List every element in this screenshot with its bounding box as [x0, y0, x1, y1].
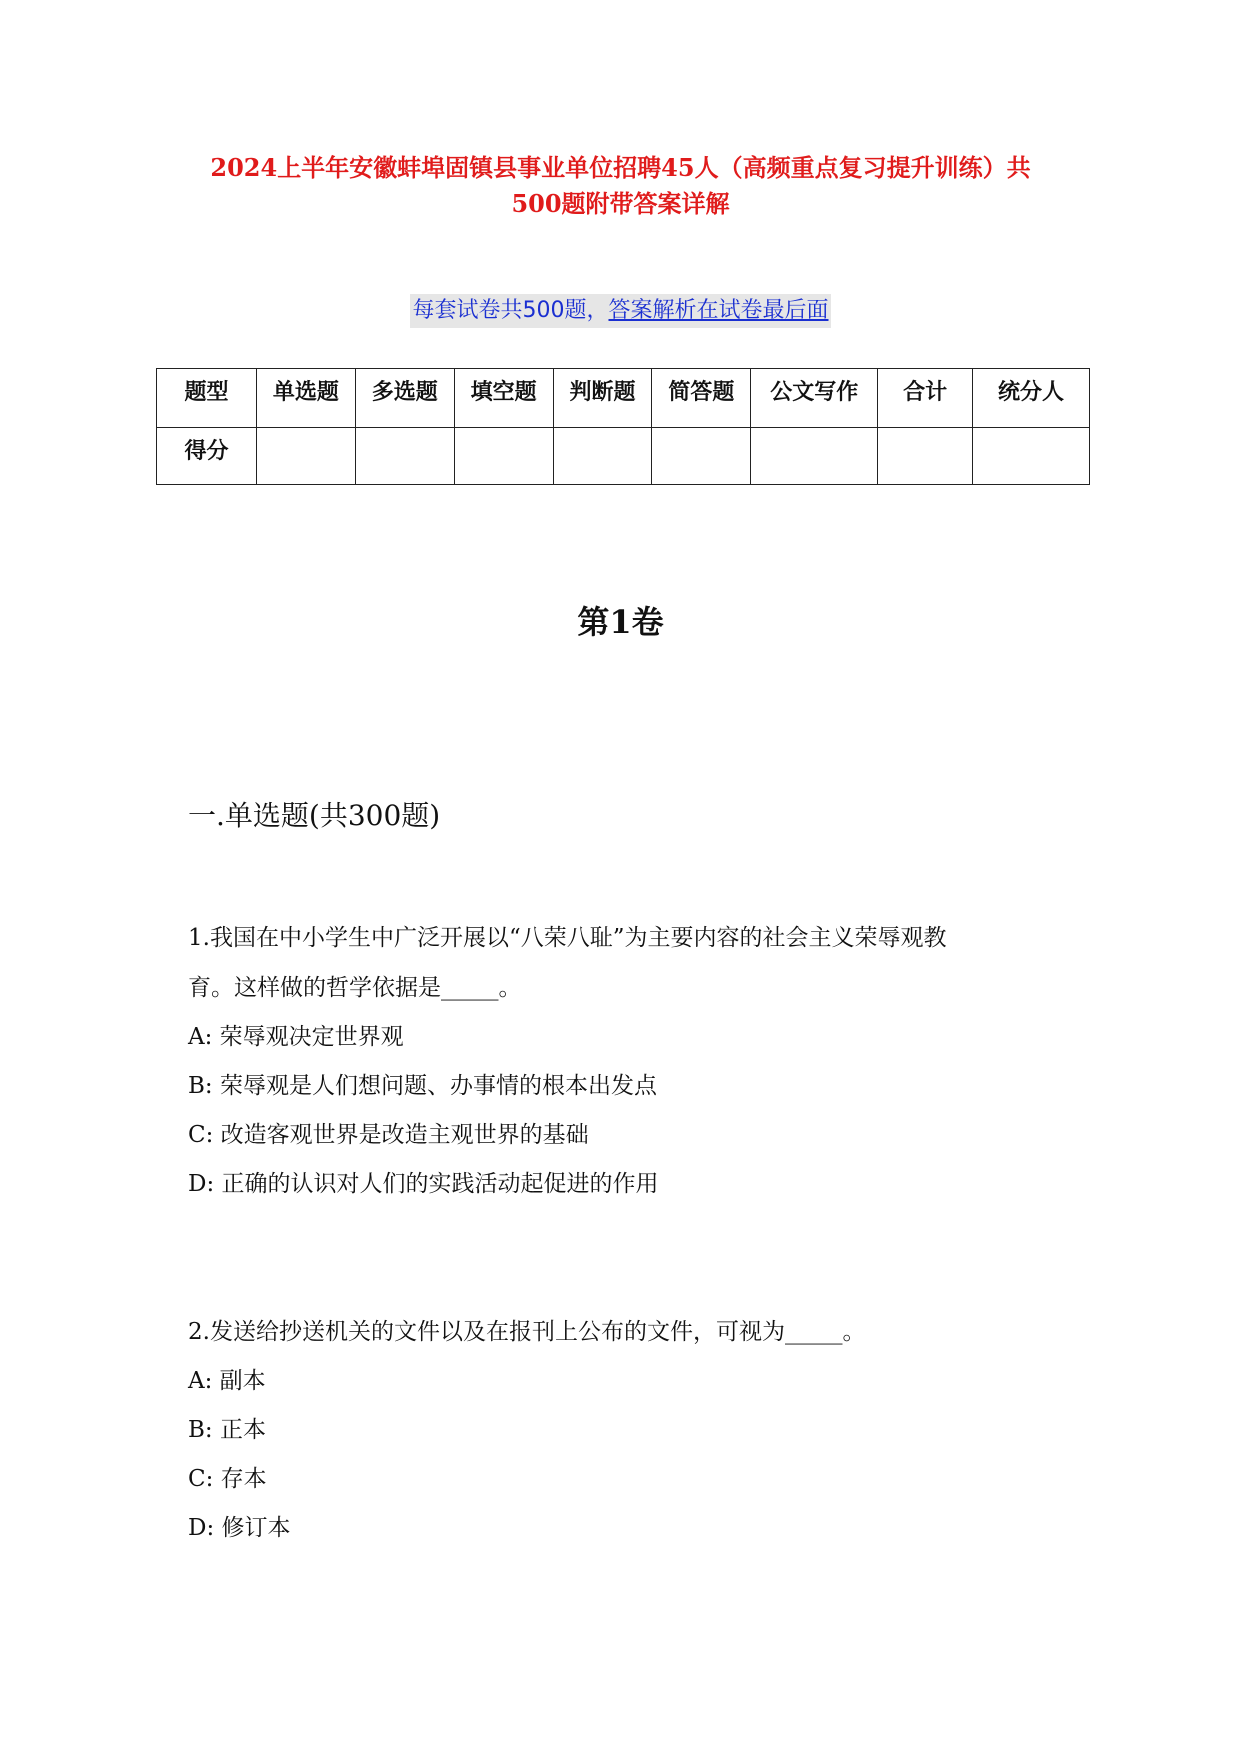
header-cell-total: 合计	[878, 369, 973, 428]
score-cell	[454, 428, 553, 485]
question-stem-line: 育。这样做的哲学依据是_____。	[188, 975, 522, 1001]
header-cell-short-answer: 简答题	[652, 369, 751, 428]
score-table-header-row	[157, 369, 1090, 428]
score-table	[156, 368, 1090, 485]
score-cell	[256, 428, 355, 485]
question-stem-line: 2.发送给抄送机关的文件以及在报刊上公布的文件，可视为_____。	[188, 1319, 866, 1345]
score-row-label: 得分	[157, 428, 257, 485]
volume-title: 第1卷	[577, 603, 664, 641]
score-cell	[553, 428, 652, 485]
score-cell	[652, 428, 751, 485]
score-cell	[355, 428, 454, 485]
notice-text	[410, 294, 830, 328]
option-b: B: 荣辱观是人们想问题、办事情的根本出发点	[188, 1073, 657, 1099]
question-2	[188, 1307, 1068, 1553]
header-cell-fill-blank: 填空题	[454, 369, 553, 428]
option-c: C: 存本	[188, 1466, 267, 1492]
option-b: B: 正本	[188, 1417, 266, 1443]
header-cell-true-false: 判断题	[553, 369, 652, 428]
option-d: D: 正确的认识对人们的实践活动起促进的作用	[188, 1171, 659, 1197]
header-cell-scorer: 统分人	[973, 369, 1090, 428]
score-cell	[751, 428, 878, 485]
document-title	[150, 150, 1091, 222]
notice-banner	[0, 294, 1241, 328]
option-a: A: 副本	[188, 1368, 266, 1394]
score-cell	[973, 428, 1090, 485]
score-cell	[878, 428, 973, 485]
header-cell-type: 题型	[157, 369, 257, 428]
header-cell-official-writing: 公文写作	[751, 369, 878, 428]
header-cell-single-choice: 单选题	[256, 369, 355, 428]
score-table-score-row	[157, 428, 1090, 485]
document-title-line-2: 500题附带答案详解	[511, 189, 730, 218]
option-c: C: 改造客观世界是改造主观世界的基础	[188, 1122, 589, 1148]
answers-link[interactable]: 答案解析在试卷最后面	[608, 298, 829, 323]
header-cell-multiple-choice: 多选题	[355, 369, 454, 428]
option-a: A: 荣辱观决定世界观	[188, 1024, 404, 1050]
notice-prefix: 每套试卷共500题，	[412, 298, 609, 323]
section-title: 一.单选题(共300题)	[188, 799, 441, 832]
option-d: D: 修订本	[188, 1515, 291, 1541]
document-title-line-1: 2024上半年安徽蚌埠固镇县事业单位招聘45人（高频重点复习提升训练）共	[210, 153, 1031, 182]
question-stem-line: 1.我国在中小学生中广泛开展以“八荣八耻”为主要内容的社会主义荣辱观教	[188, 925, 947, 951]
question-1	[188, 913, 1068, 1209]
